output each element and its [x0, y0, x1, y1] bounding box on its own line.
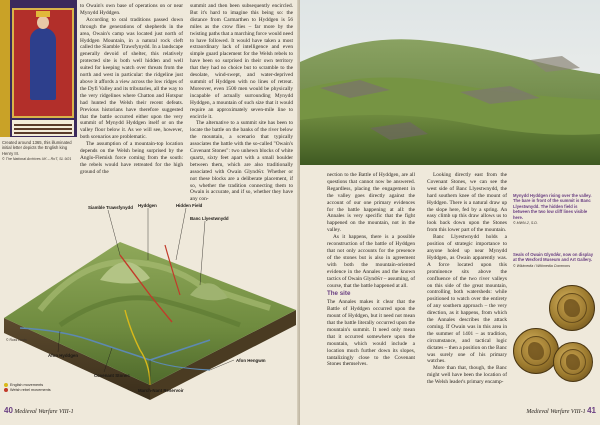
leader-line [176, 208, 186, 260]
map-label-afon-hyddgen: Afon Hyddgen [48, 353, 78, 358]
photo-caption-credit: © MWN-2, S.D. [513, 221, 538, 226]
seal-device [566, 354, 580, 369]
manuscript-script [14, 124, 72, 126]
coins-caption [513, 252, 595, 269]
crown-icon [36, 11, 50, 17]
seal-coin-image [553, 342, 593, 382]
left-column-2 [190, 3, 293, 203]
map-label-hyddgen: Hyddgen [138, 203, 157, 208]
illuminated-initial-image [0, 0, 77, 137]
king-head [37, 16, 49, 29]
section-heading: The site [327, 290, 351, 298]
paragraph: nection to the Battle of Hyddgen, are all questions that cannot now be answered. Regardless, placing the engagement in the valley goes directly against the account of our one primary evidences for the battle happening at all: the Annales is very specific that the fight happened on the mountain, not in the valley. [327, 172, 415, 234]
landscape-photo [300, 0, 600, 165]
seal-device [528, 342, 544, 360]
terrain-map-svg [0, 200, 298, 405]
right-footer [526, 406, 596, 415]
left-page-number: 40 [4, 406, 13, 415]
map-label-covenant: Covenant Stones [94, 373, 130, 378]
seal-coin-image [513, 328, 559, 374]
map-label-banc: Banc Llyestwnydd [190, 216, 229, 221]
paragraph: As it happens, there is a possible reconstruction of the battle of Hyddgen that not only accounts for the presence of the stones but is also in agreement with both the mountain-oriented evidence in the Annales and the known tactics of Owain Glyndŵr – assuming, of course, that the battle happened at all. [327, 234, 416, 289]
map-label-march: March-Nant Reservoir [138, 388, 184, 393]
left-footer [4, 406, 74, 415]
legend-swatch-welsh [4, 388, 8, 392]
landscape-photo-svg [300, 0, 600, 165]
legend-swatch-english [4, 383, 8, 387]
illumination-caption [2, 140, 76, 163]
coins-caption-text: Seals of Owain Glyndŵr, now on display at the Wexford Museum and Art Gallery. [513, 252, 594, 263]
photo-caption [513, 193, 595, 226]
map-legend [4, 383, 51, 393]
battle-terrain-map [0, 200, 298, 405]
coins-caption-credit: © Wikimedia / Wikimedia Commons [513, 263, 571, 268]
paragraph: to Owain's own base of operations on or near Mynydd Hyddgen. [80, 3, 183, 16]
manuscript-text-strip [12, 120, 74, 136]
right-column-2 [427, 172, 507, 386]
paragraph: Banc Llyestwnydd holds a position of strategic importance to anyone holed up near Mynydd Hyddgen, as Owain apparently was. A force located upon this prominence sits above the confluence of the two river valleys on this side of the great mountain, controlling both watersheds: while positioned to watch over the entirety of any southern approach – the very direction, as it happens, from which the Annales describes the attack coming. If Owain was in this area in the summer of 1401 – as tradition, circumstance, and tactical logic dictates – then a position on the Banc was surely one of his primary watches. [427, 234, 507, 365]
paragraph: The alternative to a summit site has been to locate the battle on the banks of the river below the mountain, a scenario that typically associates the battle with the so-called "Owain's Covenant Stones": two unhewn blocks of white quartz, sixty feet apart with a small boulder between them, which are also traditionally associated with Owain Glyndŵr. Whether or not these blocks are a deliberate placement, if so, whether the tradition connecting them to Owain is accurate, and if so, whether they have any con- [190, 120, 293, 203]
seal-coin-image [549, 285, 595, 331]
seal-device [564, 299, 580, 317]
paragraph: The assumption of a mountain-top location depends on the Welsh being surprised by the Anglo-Flemish force coming from the south: the rebels would have retreated for the high ground of the [80, 141, 183, 175]
legend-label: Welsh rebel movements [10, 388, 51, 392]
map-copyright: © Ross Lewis [6, 338, 27, 342]
left-column-1 [80, 3, 183, 176]
map-label-hengwm: Afon Hengwm [236, 358, 266, 363]
right-footer-title: Medieval Warfare VIII-1 [526, 409, 586, 415]
king-figure [30, 28, 56, 100]
legend-item [4, 388, 51, 393]
illumination-caption-credit: © The National Archives UK – RoT, SL 9/21 [2, 157, 72, 162]
illumination-caption-text: Created around 1365, this illuminated initial letter depicts the English king Henry III. [2, 140, 72, 156]
map-label-siamble: Siamble Trawsfynydd [88, 205, 133, 210]
paragraph: More than that, though, the Banc might well have been the location of the Welsh leader's primary encamp- [427, 365, 507, 386]
legend-label: English movements [10, 383, 44, 387]
photo-caption-text: Mynydd Hyddgen rising over the valley. The bare in front of the summit is Banc Llyestwnydd. The hidden field is between the two low cliff lines visible here. [513, 193, 592, 220]
illumination-border [0, 0, 10, 137]
paragraph: Looking directly east from the Covenant Stones, we can see the west side of Banc Llyestwnydd, the hard southern knee of the mount of Hyddgen. There is a natural draw up the slope here, fed by a spring. An easy climb up this draw allows us to look back down upon the Stones from this lower part of the mountain. [427, 172, 507, 234]
paragraph: According to oral traditions passed down through the generations of shepherds in the area, Owain's camp was located just north of Hyddgen Mountain, in a natural rock cleft called the Siamble Trawsfynydd. In a landscape generally devoid of shelter, this relatively protected site is both well hidden and well suited for keeping watch over threats from the north and west in particular: the ridgeline just above it affords a view across the low ridges of the Dyfi Valley and its tributaries, all the way to the very ridgelines where Chatton and Hotspur had hunted the Welsh their recent defeats. Previous historians have therefore suggested that the battle occurred either upon the very summit of Mynydd Hyddgen itself or on the valley floor below it. As we will see, however, both scenarios are problematic. [80, 16, 183, 141]
right-column-1 [327, 172, 415, 368]
paragraph: The Annales makes it clear that the Battle of Hyddgen occurred upon the mount of Hyddgen, but it need not mean that the battle literally occurred upon the mountain's summit. It need only mean that it occurred somewhere upon the mountain, which would include a location much further down its slopes, tantalizingly close to the Covenant Stones themselves. [327, 299, 415, 368]
paragraph: summit and then been subsequently encircled. But it's hard to imagine this being so: the distance from Carmarthen to Hyddgen is 56 miles as the crow flies – far more by the twisting paths that a marching force would need to have followed. It would have taken a most extraordinary lack of intelligence and even simple guard placement for the Welsh rebels to have been so surprised in their own territory that they had no choice but to scramble to the desolate, wind-swept, and water-deprived summit of Hyddgen with no lines of retreat. Moreover, even 1500 men would be physically incapable of actually surrounding Mynydd Hyddgen, a mountain of such size that it would require an approximately seven-mile line to encircle it. [190, 3, 293, 120]
left-page [0, 0, 298, 425]
left-footer-title: Medieval Warfare VIII-1 [14, 409, 74, 415]
map-label-hidden-field: Hidden Field [176, 203, 203, 208]
right-page-number: 41 [587, 406, 596, 415]
